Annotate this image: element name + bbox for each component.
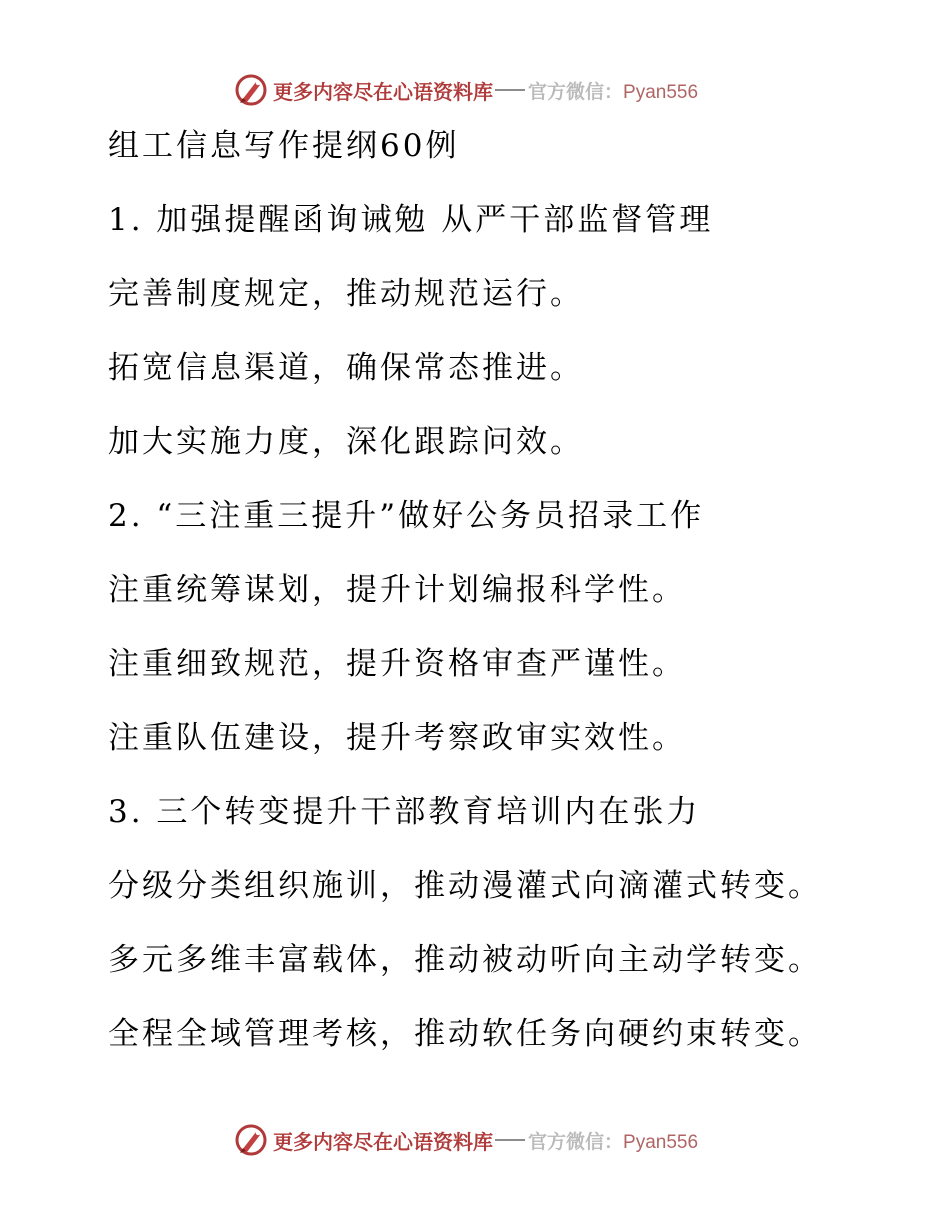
wechat-id: Pyan556 [623,81,699,103]
wechat-id: Pyan556 [623,1131,699,1153]
header-banner [234,73,698,107]
banner-text: 更多内容尽在心语资料库 [273,1129,493,1154]
pen-logo-icon [234,73,268,107]
text-line: 加大实施力度，深化跟踪问效。 [108,424,584,460]
pen-logo-icon [234,1123,268,1157]
text-line: 全程全域管理考核，推动软任务向硬约束转变。 [108,1016,822,1052]
document-body [108,122,928,1084]
text-line: 分级分类组织施训，推动漫灌式向滴灌式转变。 [108,868,822,904]
section-heading-2: 2. “三注重三提升”做好公务员招录工作 [108,498,705,534]
banner-wechat [528,1127,698,1154]
banner-dash [495,89,525,91]
text-line: 注重统筹谋划，提升计划编报科学性。 [108,572,686,608]
text-line: 多元多维丰富载体，推动被动听向主动学转变。 [108,942,822,978]
section-heading-1: 1. 加强提醒函询诫勉 从严干部监督管理 [108,202,714,238]
text-line: 注重细致规范，提升资格审查严谨性。 [108,646,686,682]
banner-dash [495,1139,525,1141]
document-title: 组工信息写作提纲60例 [108,128,460,164]
text-line: 注重队伍建设，提升考察政审实效性。 [108,720,686,756]
footer-banner [234,1123,698,1157]
banner-wechat [528,77,698,104]
text-line: 拓宽信息渠道，确保常态推进。 [108,350,584,386]
banner-text: 更多内容尽在心语资料库 [273,79,493,104]
text-line: 完善制度规定，推动规范运行。 [108,276,584,312]
wechat-label: 官方微信： [528,80,624,103]
wechat-label: 官方微信： [528,1130,624,1153]
section-heading-3: 3. 三个转变提升干部教育培训内在张力 [108,794,701,830]
